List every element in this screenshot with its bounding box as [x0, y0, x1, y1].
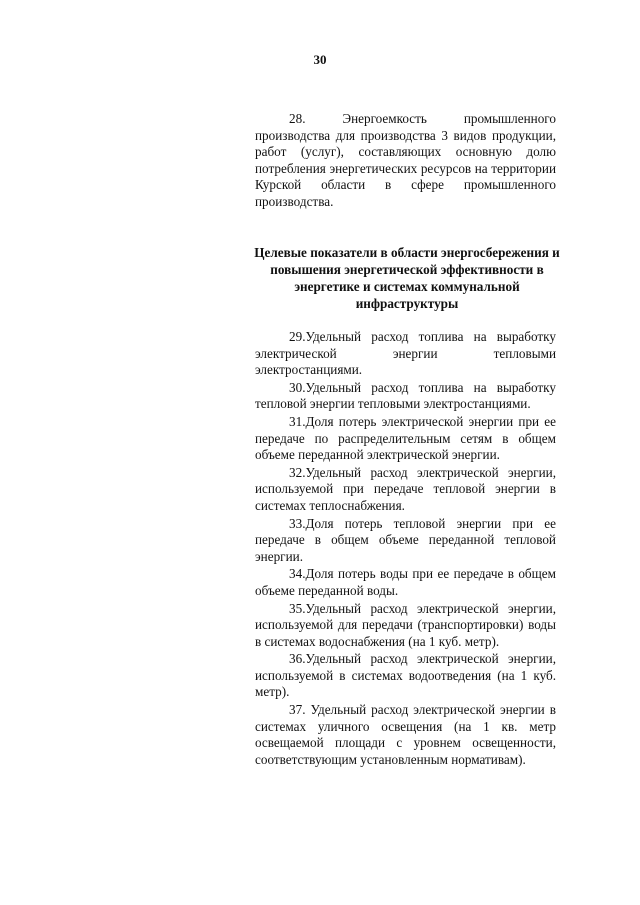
intro-block	[255, 111, 556, 211]
page-number: 30	[313, 52, 327, 67]
list-item-35: 35.Удельный расход электрической энергии, используемой для передачи (транспортировки) воды в системах водоснабжения (на 1 куб. метр).	[255, 600, 556, 649]
list-item-36: 36.Удельный расход электрической энергии, используемой в системах водоотведения (на 1 куб. метр).	[255, 651, 556, 700]
list-item-33: 33.Доля потерь тепловой энергии при ее передаче в общем объеме переданной тепловой энергии.	[255, 515, 556, 564]
list-item-32: 32.Удельный расход электрической энергии, используемой при передаче тепловой энергии в системах теплоснабжения.	[255, 464, 556, 513]
list-item-31: 31.Доля потерь электрической энергии при ее передаче по распределительным сетям в общем объеме переданной электрической энергии.	[255, 413, 556, 463]
list-item-30: 30.Удельный расход топлива на выработку тепловой энергии тепловыми электростанциями.	[255, 379, 556, 412]
indicator-list	[255, 329, 556, 768]
list-item-34: 34.Доля потерь воды при ее передаче в общем объеме переданной воды.	[255, 566, 556, 598]
list-item-37: 37. Удельный расход электрической энергии в системах уличного освещения (на 1 кв. метр освещаемой площади с уровнем освещенности, соответствующим установленным нормативам).	[255, 702, 556, 767]
section-heading: Целевые показатели в области энергосбережения и повышения энергетической эффективности в энергетике и системах коммунальной инфраструктуры	[254, 245, 560, 311]
list-item-29: 29.Удельный расход топлива на выработку электрической энергии тепловыми электростанциями.	[255, 329, 556, 378]
list-item-28: 28. Энергоемкость промышленного производства для производства 3 видов продукции, работ (услуг), составляющих основную долю потребления энергетических ресурсов на территории Курской области в сфере промышленного производства.	[255, 111, 556, 209]
